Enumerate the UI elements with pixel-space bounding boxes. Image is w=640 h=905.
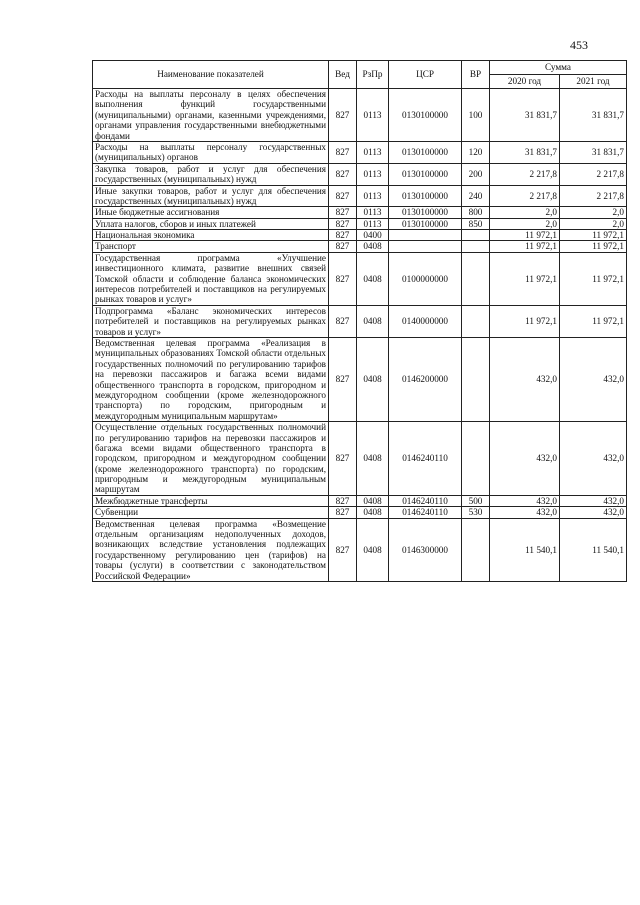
row-name: Расходы на выплаты персоналу государственных (муниципальных) органов xyxy=(93,141,329,163)
row-csr: 0130100000 xyxy=(389,89,462,142)
row-name: Иные бюджетные ассигнования xyxy=(93,207,329,218)
row-sum-2020: 11 540,1 xyxy=(490,518,560,581)
row-rzpr: 0113 xyxy=(357,218,389,229)
header-rzpr: РзПр xyxy=(357,61,389,89)
row-sum-2020: 11 972,1 xyxy=(490,252,560,305)
row-ved: 827 xyxy=(329,495,357,506)
row-vr: 100 xyxy=(462,89,490,142)
table-row xyxy=(93,422,627,496)
page-number: 453 xyxy=(570,38,588,52)
row-vr xyxy=(462,252,490,305)
row-vr: 800 xyxy=(462,207,490,218)
row-rzpr: 0408 xyxy=(357,518,389,581)
row-ved: 827 xyxy=(329,207,357,218)
row-name: Закупка товаров, работ и услуг для обеспечения государственных (муниципальных) нужд xyxy=(93,163,329,185)
row-rzpr: 0113 xyxy=(357,163,389,185)
row-csr xyxy=(389,241,462,252)
row-csr: 0130100000 xyxy=(389,185,462,207)
row-rzpr: 0400 xyxy=(357,230,389,241)
row-name: Государственная программа «Улучшение инвестиционного климата, развитие внешних связей Томской области и соблюдение баланса экономических интересов потребителей и поставщиков на регулируемых рынках товаров и услуг» xyxy=(93,252,329,305)
budget-table xyxy=(92,60,627,582)
row-name: Расходы на выплаты персоналу в целях обеспечения выполнения функций государственными (муниципальными) органами, казенными учреждениями, органами управления государственными внебюджетными фондами xyxy=(93,89,329,142)
header-name: Наименование показателей xyxy=(93,61,329,89)
table-row xyxy=(93,141,627,163)
row-vr: 240 xyxy=(462,185,490,207)
header-sum: Сумма xyxy=(490,61,627,75)
row-vr: 530 xyxy=(462,507,490,518)
row-vr: 120 xyxy=(462,141,490,163)
table-body xyxy=(93,89,627,582)
row-sum-2021: 432,0 xyxy=(560,337,627,421)
table-row xyxy=(93,163,627,185)
table-row xyxy=(93,507,627,518)
header-csr: ЦСР xyxy=(389,61,462,89)
row-rzpr: 0113 xyxy=(357,207,389,218)
header-ved: Вед xyxy=(329,61,357,89)
row-rzpr: 0408 xyxy=(357,337,389,421)
row-ved: 827 xyxy=(329,89,357,142)
row-rzpr: 0408 xyxy=(357,305,389,337)
row-ved: 827 xyxy=(329,337,357,421)
row-sum-2020: 31 831,7 xyxy=(490,141,560,163)
row-rzpr: 0113 xyxy=(357,141,389,163)
row-name: Осуществление отдельных государственных полномочий по регулированию тарифов на перевозки пассажиров и багажа всеми видами общественного транспорта в городском, пригородном и междугородном сообщении (кроме железнодорожного транспорта) по городским, пригородным и междугородным муниципальным маршрутам xyxy=(93,422,329,496)
row-name: Национальная экономика xyxy=(93,230,329,241)
table-row xyxy=(93,207,627,218)
row-ved: 827 xyxy=(329,230,357,241)
row-ved: 827 xyxy=(329,518,357,581)
row-sum-2021: 2,0 xyxy=(560,207,627,218)
row-name: Ведомственная целевая программа «Возмещение отдельным организациям недополученных доходов, возникающих вследствие установления подлежащих государственному регулированию цен (тарифов) на товары (услуги) в соответствии с законодательством Российской Федерации» xyxy=(93,518,329,581)
table-row xyxy=(93,337,627,421)
row-sum-2021: 11 540,1 xyxy=(560,518,627,581)
row-ved: 827 xyxy=(329,163,357,185)
table-row xyxy=(93,305,627,337)
row-name: Субвенции xyxy=(93,507,329,518)
row-sum-2021: 432,0 xyxy=(560,507,627,518)
row-vr xyxy=(462,518,490,581)
header-vr: ВР xyxy=(462,61,490,89)
row-sum-2020: 432,0 xyxy=(490,337,560,421)
row-vr xyxy=(462,241,490,252)
row-rzpr: 0408 xyxy=(357,422,389,496)
row-csr: 0146240110 xyxy=(389,507,462,518)
row-name: Иные закупки товаров, работ и услуг для обеспечения государственных (муниципальных) нужд xyxy=(93,185,329,207)
row-vr: 500 xyxy=(462,495,490,506)
row-sum-2020: 11 972,1 xyxy=(490,241,560,252)
row-sum-2020: 11 972,1 xyxy=(490,305,560,337)
row-sum-2020: 2,0 xyxy=(490,207,560,218)
table-row xyxy=(93,230,627,241)
header-2021: 2021 год xyxy=(560,75,627,89)
row-csr: 0130100000 xyxy=(389,218,462,229)
row-name: Ведомственная целевая программа «Реализация в муниципальных образованиях Томской области отдельных государственных полномочий по регулированию тарифов на перевозки пассажиров и багажа всеми видами общественного транспорта в городском, пригородном и междугородном сообщении (кроме железнодорожного транспорта) по городским, пригородным и междугородным муниципальным маршрутам» xyxy=(93,337,329,421)
row-csr: 0146300000 xyxy=(389,518,462,581)
row-rzpr: 0113 xyxy=(357,89,389,142)
table-row xyxy=(93,241,627,252)
row-name: Уплата налогов, сборов и иных платежей xyxy=(93,218,329,229)
row-sum-2020: 432,0 xyxy=(490,507,560,518)
row-vr xyxy=(462,337,490,421)
row-ved: 827 xyxy=(329,507,357,518)
row-vr: 200 xyxy=(462,163,490,185)
row-sum-2021: 2,0 xyxy=(560,218,627,229)
row-rzpr: 0408 xyxy=(357,252,389,305)
table-row xyxy=(93,185,627,207)
row-csr: 0146240110 xyxy=(389,495,462,506)
row-sum-2020: 31 831,7 xyxy=(490,89,560,142)
row-sum-2021: 31 831,7 xyxy=(560,141,627,163)
row-ved: 827 xyxy=(329,185,357,207)
row-rzpr: 0113 xyxy=(357,185,389,207)
row-rzpr: 0408 xyxy=(357,241,389,252)
table-row xyxy=(93,89,627,142)
row-vr xyxy=(462,305,490,337)
row-csr: 0146200000 xyxy=(389,337,462,421)
row-vr xyxy=(462,230,490,241)
row-csr: 0146240110 xyxy=(389,422,462,496)
row-sum-2021: 11 972,1 xyxy=(560,230,627,241)
row-csr: 0130100000 xyxy=(389,207,462,218)
row-sum-2021: 11 972,1 xyxy=(560,305,627,337)
row-name: Подпрограмма «Баланс экономических интересов потребителей и поставщиков на регулируемых рынках товаров и услуг» xyxy=(93,305,329,337)
row-ved: 827 xyxy=(329,141,357,163)
row-csr: 0130100000 xyxy=(389,141,462,163)
table-row xyxy=(93,495,627,506)
row-sum-2021: 31 831,7 xyxy=(560,89,627,142)
row-sum-2020: 2 217,8 xyxy=(490,185,560,207)
row-ved: 827 xyxy=(329,305,357,337)
row-csr: 0100000000 xyxy=(389,252,462,305)
row-sum-2020: 2 217,8 xyxy=(490,163,560,185)
table-row xyxy=(93,252,627,305)
row-sum-2020: 432,0 xyxy=(490,422,560,496)
row-csr: 0130100000 xyxy=(389,163,462,185)
row-ved: 827 xyxy=(329,241,357,252)
row-csr: 0140000000 xyxy=(389,305,462,337)
header-2020: 2020 год xyxy=(490,75,560,89)
row-sum-2020: 2,0 xyxy=(490,218,560,229)
row-rzpr: 0408 xyxy=(357,507,389,518)
row-sum-2020: 432,0 xyxy=(490,495,560,506)
table-row xyxy=(93,218,627,229)
row-sum-2021: 432,0 xyxy=(560,422,627,496)
row-vr xyxy=(462,422,490,496)
row-sum-2021: 2 217,8 xyxy=(560,163,627,185)
row-csr xyxy=(389,230,462,241)
row-ved: 827 xyxy=(329,422,357,496)
row-vr: 850 xyxy=(462,218,490,229)
row-sum-2021: 432,0 xyxy=(560,495,627,506)
row-name: Транспорт xyxy=(93,241,329,252)
row-rzpr: 0408 xyxy=(357,495,389,506)
row-name: Межбюджетные трансферты xyxy=(93,495,329,506)
row-sum-2021: 2 217,8 xyxy=(560,185,627,207)
row-sum-2021: 11 972,1 xyxy=(560,252,627,305)
row-ved: 827 xyxy=(329,252,357,305)
row-sum-2021: 11 972,1 xyxy=(560,241,627,252)
row-sum-2020: 11 972,1 xyxy=(490,230,560,241)
row-ved: 827 xyxy=(329,218,357,229)
table-row xyxy=(93,518,627,581)
